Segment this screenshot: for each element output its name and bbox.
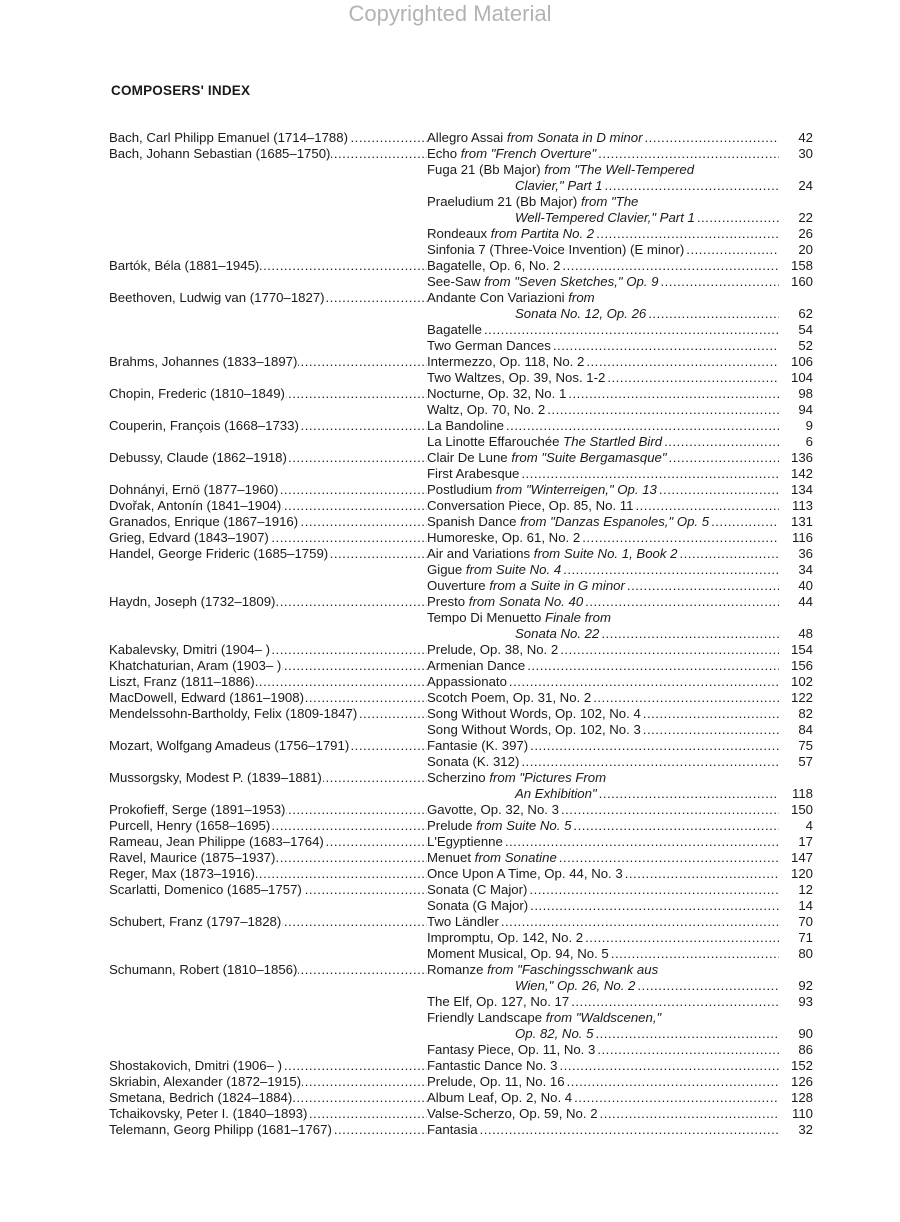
piece-title: Prelude, Op. 11, No. 16 ..... xyxy=(427,1074,779,1090)
page-number: 154 xyxy=(790,642,813,657)
page-number: 42 xyxy=(798,130,813,145)
page-number: 84 xyxy=(798,722,813,737)
index-entry xyxy=(109,786,813,802)
index-entry xyxy=(109,178,813,194)
page-number: 118 xyxy=(791,786,813,801)
page-number: 71 xyxy=(798,930,813,945)
piece-title: Friendly Landscape from "Waldscenen," xyxy=(427,1010,662,1025)
page-number: 6 xyxy=(805,434,813,449)
index-entry xyxy=(109,290,813,306)
composer-name: Bartók, Béla (1881–1945) ..... xyxy=(109,258,427,274)
index-entry xyxy=(109,1010,813,1026)
composer-name: Skriabin, Alexander (1872–1915) ..... xyxy=(109,1074,427,1090)
piece-title: Rondeaux from Partita No. 2 ..... xyxy=(427,226,779,242)
page-number: 90 xyxy=(798,1026,813,1041)
index-entry xyxy=(109,914,813,930)
piece-title: La Linotte Effarouchée The Startled Bird ..... xyxy=(427,434,779,450)
piece-title: Clavier," Part 1 ..... xyxy=(427,178,779,194)
piece-title: Appassionato ..... xyxy=(427,674,779,690)
index-entry xyxy=(109,1058,813,1074)
piece-title: Fuga 21 (Bb Major) from "The Well-Tempered xyxy=(427,162,695,177)
piece-title: Bagatelle ..... xyxy=(427,322,779,338)
piece-title: Wien," Op. 26, No. 2 ..... xyxy=(427,978,779,994)
page-number: 152 xyxy=(790,1058,813,1073)
page-number: 94 xyxy=(798,402,813,417)
composer-name: Mozart, Wolfgang Amadeus (1756–1791) ..... xyxy=(109,738,427,754)
page-number: 62 xyxy=(798,306,813,321)
page-number: 92 xyxy=(798,978,813,993)
page-number: 142 xyxy=(790,466,813,481)
page-number: 22 xyxy=(798,210,813,225)
page-number: 134 xyxy=(790,482,813,497)
piece-title: Clair De Lune from "Suite Bergamasque" ..... xyxy=(427,450,779,466)
index-entry xyxy=(109,466,813,482)
piece-title: Conversation Piece, Op. 85, No. 11 ..... xyxy=(427,498,779,514)
page-number: 48 xyxy=(798,626,813,641)
piece-title: Sonata (C Major) ..... xyxy=(427,882,779,898)
composer-name: Liszt, Franz (1811–1886) ..... xyxy=(109,674,427,690)
page-number: 20 xyxy=(798,242,813,257)
composer-name: Handel, George Frideric (1685–1759) ..... xyxy=(109,546,427,562)
index-entry xyxy=(109,274,813,290)
index-entry xyxy=(109,738,813,754)
page-number: 128 xyxy=(790,1090,813,1105)
page-number: 26 xyxy=(798,226,813,241)
composer-name: Beethoven, Ludwig van (1770–1827) ..... xyxy=(109,290,427,306)
index-entry xyxy=(109,194,813,210)
composer-name: Khatchaturian, Aram (1903– ) ..... xyxy=(109,658,427,674)
composer-name: Bach, Carl Philipp Emanuel (1714–1788) ..... xyxy=(109,130,427,146)
composer-name: Telemann, Georg Philipp (1681–1767) ..... xyxy=(109,1122,427,1138)
index-entry xyxy=(109,674,813,690)
composer-name: Mussorgsky, Modest P. (1839–1881) ..... xyxy=(109,770,427,786)
page-number: 102 xyxy=(790,674,813,689)
piece-title: Valse-Scherzo, Op. 59, No. 2 ..... xyxy=(427,1106,779,1122)
index-entry xyxy=(109,338,813,354)
page-number: 131 xyxy=(790,514,813,529)
piece-title: Gigue from Suite No. 4 ..... xyxy=(427,562,779,578)
index-entry xyxy=(109,162,813,178)
composer-name: MacDowell, Edward (1861–1908) ..... xyxy=(109,690,427,706)
piece-title: Prelude, Op. 38, No. 2 ..... xyxy=(427,642,779,658)
page-number: 75 xyxy=(798,738,813,753)
piece-title: Waltz, Op. 70, No. 2 ..... xyxy=(427,402,779,418)
page-number: 36 xyxy=(798,546,813,561)
page-number: 93 xyxy=(798,994,813,1009)
piece-title: Tempo Di Menuetto Finale from xyxy=(427,610,611,625)
index-entry xyxy=(109,1026,813,1042)
piece-title: Fantasia ..... xyxy=(427,1122,779,1138)
index-entry xyxy=(109,1106,813,1122)
index-entry xyxy=(109,402,813,418)
piece-title: First Arabesque ..... xyxy=(427,466,779,482)
piece-title: Romanze from "Faschingsschwank aus xyxy=(427,962,659,977)
index-entry xyxy=(109,850,813,866)
page-number: 4 xyxy=(805,818,813,833)
piece-title: Praeludium 21 (Bb Major) from "The xyxy=(427,194,639,209)
piece-title: Intermezzo, Op. 118, No. 2 ..... xyxy=(427,354,779,370)
page-number: 147 xyxy=(790,850,813,865)
page-number: 106 xyxy=(790,354,813,369)
page-number: 40 xyxy=(798,578,813,593)
index-title: COMPOSERS' INDEX xyxy=(111,83,251,98)
piece-title: La Bandoline ..... xyxy=(427,418,779,434)
piece-title: Ouverture from a Suite in G minor ..... xyxy=(427,578,779,594)
index-entry xyxy=(109,578,813,594)
page-number: 14 xyxy=(798,898,813,913)
composer-name: Prokofieff, Serge (1891–1953) ..... xyxy=(109,802,427,818)
index-entry xyxy=(109,754,813,770)
page-number: 82 xyxy=(798,706,813,721)
piece-title: Song Without Words, Op. 102, No. 3 ..... xyxy=(427,722,779,738)
index-entry xyxy=(109,994,813,1010)
composers-index-list xyxy=(109,130,813,1138)
piece-title: Spanish Dance from "Danzas Espanoles," Op. 5 ..... xyxy=(427,514,779,530)
page-number: 104 xyxy=(790,370,813,385)
piece-title: Sonata No. 22 ..... xyxy=(427,626,779,642)
composer-name: Debussy, Claude (1862–1918) ..... xyxy=(109,450,427,466)
piece-title: Postludium from "Winterreigen," Op. 13 ..... xyxy=(427,482,779,498)
piece-title: Scotch Poem, Op. 31, No. 2 ..... xyxy=(427,690,779,706)
page-number: 9 xyxy=(805,418,813,433)
index-entry xyxy=(109,818,813,834)
piece-title: Sonata (K. 312) ..... xyxy=(427,754,779,770)
page-number: 136 xyxy=(790,450,813,465)
composer-name: Grieg, Edvard (1843–1907) ..... xyxy=(109,530,427,546)
page-number: 30 xyxy=(798,146,813,161)
page-number: 122 xyxy=(790,690,813,705)
composer-name: Tchaikovsky, Peter I. (1840–1893) ..... xyxy=(109,1106,427,1122)
page-number: 156 xyxy=(790,658,813,673)
composer-name: Haydn, Joseph (1732–1809) ..... xyxy=(109,594,427,610)
composer-name: Brahms, Johannes (1833–1897) ..... xyxy=(109,354,427,370)
piece-title: Bagatelle, Op. 6, No. 2 ..... xyxy=(427,258,779,274)
page-number: 113 xyxy=(791,498,813,513)
index-entry xyxy=(109,210,813,226)
index-entry xyxy=(109,898,813,914)
piece-title: Sonata (G Major) ..... xyxy=(427,898,779,914)
index-entry xyxy=(109,546,813,562)
index-entry xyxy=(109,1122,813,1138)
piece-title: See-Saw from "Seven Sketches," Op. 9 ..... xyxy=(427,274,779,290)
index-entry xyxy=(109,594,813,610)
piece-title: Once Upon A Time, Op. 44, No. 3 ..... xyxy=(427,866,779,882)
composer-name: Schubert, Franz (1797–1828) ..... xyxy=(109,914,427,930)
page-number: 150 xyxy=(790,802,813,817)
page-number: 110 xyxy=(791,1106,813,1121)
piece-title: Echo from "French Overture" ..... xyxy=(427,146,779,162)
composer-name: Rameau, Jean Philippe (1683–1764) ..... xyxy=(109,834,427,850)
composer-name: Chopin, Frederic (1810–1849) ..... xyxy=(109,386,427,402)
index-entry xyxy=(109,722,813,738)
piece-title: Fantastic Dance No. 3 ..... xyxy=(427,1058,779,1074)
index-entry xyxy=(109,242,813,258)
page-number: 12 xyxy=(798,882,813,897)
composer-name: Reger, Max (1873–1916) ..... xyxy=(109,866,427,882)
page-number: 80 xyxy=(798,946,813,961)
index-entry xyxy=(109,354,813,370)
composer-name: Ravel, Maurice (1875–1937) ..... xyxy=(109,850,427,866)
piece-title: Scherzino from "Pictures From xyxy=(427,770,607,785)
index-entry xyxy=(109,258,813,274)
copyright-watermark: Copyrighted Material xyxy=(348,1,552,26)
index-entry xyxy=(109,130,813,146)
piece-title: Gavotte, Op. 32, No. 3 ..... xyxy=(427,802,779,818)
piece-title: Impromptu, Op. 142, No. 2 ..... xyxy=(427,930,779,946)
page-number: 34 xyxy=(798,562,813,577)
page-number: 116 xyxy=(791,530,813,545)
index-entry xyxy=(109,626,813,642)
piece-title: Air and Variations from Suite No. 1, Book 2 ..... xyxy=(427,546,779,562)
composer-name: Bach, Johann Sebastian (1685–1750) ..... xyxy=(109,146,427,162)
index-entry xyxy=(109,802,813,818)
index-entry xyxy=(109,370,813,386)
piece-title: Two Ländler ..... xyxy=(427,914,779,930)
page-number: 160 xyxy=(790,274,813,289)
piece-title: Nocturne, Op. 32, No. 1 ..... xyxy=(427,386,779,402)
index-entry xyxy=(109,706,813,722)
index-entry xyxy=(109,770,813,786)
index-entry xyxy=(109,386,813,402)
index-entry xyxy=(109,322,813,338)
index-entry xyxy=(109,882,813,898)
page-number: 70 xyxy=(798,914,813,929)
piece-title: An Exhibition" ..... xyxy=(427,786,779,802)
page-number: 52 xyxy=(798,338,813,353)
piece-title: The Elf, Op. 127, No. 17 ..... xyxy=(427,994,779,1010)
piece-title: Two German Dances ..... xyxy=(427,338,779,354)
piece-title: Sinfonia 7 (Three-Voice Invention) (E minor) ..... xyxy=(427,242,779,258)
composer-name: Dvořak, Antonín (1841–1904) ..... xyxy=(109,498,427,514)
index-entry xyxy=(109,1074,813,1090)
composer-name: Scarlatti, Domenico (1685–1757) ..... xyxy=(109,882,427,898)
composer-name: Mendelssohn-Bartholdy, Felix (1809-1847) ..... xyxy=(109,706,427,722)
index-entry xyxy=(109,978,813,994)
composer-name: Couperin, François (1668–1733) ..... xyxy=(109,418,427,434)
page-number: 57 xyxy=(798,754,813,769)
page-number: 98 xyxy=(798,386,813,401)
piece-title: Moment Musical, Op. 94, No. 5 ..... xyxy=(427,946,779,962)
piece-title: Armenian Dance ..... xyxy=(427,658,779,674)
piece-title: Two Waltzes, Op. 39, Nos. 1-2 ..... xyxy=(427,370,779,386)
index-entry xyxy=(109,146,813,162)
index-entry xyxy=(109,450,813,466)
index-entry xyxy=(109,610,813,626)
index-entry xyxy=(109,690,813,706)
piece-title: Presto from Sonata No. 40 ..... xyxy=(427,594,779,610)
index-entry xyxy=(109,962,813,978)
index-entry xyxy=(109,226,813,242)
index-entry xyxy=(109,418,813,434)
piece-title: Andante Con Variazioni from xyxy=(427,290,595,305)
piece-title: Well-Tempered Clavier," Part 1 ..... xyxy=(427,210,779,226)
composer-name: Schumann, Robert (1810–1856) ..... xyxy=(109,962,427,978)
page-number: 17 xyxy=(798,834,813,849)
piece-title: Prelude from Suite No. 5 ..... xyxy=(427,818,779,834)
index-entry xyxy=(109,434,813,450)
index-entry xyxy=(109,834,813,850)
page-number: 54 xyxy=(798,322,813,337)
index-entry xyxy=(109,658,813,674)
piece-title: Album Leaf, Op. 2, No. 4 ..... xyxy=(427,1090,779,1106)
page-number: 120 xyxy=(790,866,813,881)
composer-name: Kabalevsky, Dmitri (1904– ) ..... xyxy=(109,642,427,658)
piece-title: Fantasy Piece, Op. 11, No. 3 ..... xyxy=(427,1042,779,1058)
index-entry xyxy=(109,562,813,578)
composer-name: Shostakovich, Dmitri (1906– ) ..... xyxy=(109,1058,427,1074)
page-number: 158 xyxy=(790,258,813,273)
page-number: 126 xyxy=(790,1074,813,1089)
index-entry xyxy=(109,946,813,962)
index-entry xyxy=(109,306,813,322)
piece-title: Allegro Assai from Sonata in D minor ..... xyxy=(427,130,779,146)
page-number: 86 xyxy=(798,1042,813,1057)
index-entry xyxy=(109,514,813,530)
piece-title: Menuet from Sonatine ..... xyxy=(427,850,779,866)
composer-name: Purcell, Henry (1658–1695) ..... xyxy=(109,818,427,834)
page-number: 24 xyxy=(798,178,813,193)
index-entry xyxy=(109,930,813,946)
composer-name: Dohnányi, Ernö (1877–1960) ..... xyxy=(109,482,427,498)
piece-title: L'Egyptienne ..... xyxy=(427,834,779,850)
page-number: 32 xyxy=(798,1122,813,1137)
index-entry xyxy=(109,498,813,514)
piece-title: Song Without Words, Op. 102, No. 4 ..... xyxy=(427,706,779,722)
piece-title: Sonata No. 12, Op. 26 ..... xyxy=(427,306,779,322)
index-entry xyxy=(109,530,813,546)
index-entry xyxy=(109,482,813,498)
composer-name: Granados, Enrique (1867–1916) ..... xyxy=(109,514,427,530)
page-number: 44 xyxy=(798,594,813,609)
index-entry xyxy=(109,1042,813,1058)
index-entry xyxy=(109,642,813,658)
piece-title: Fantasie (K. 397) ..... xyxy=(427,738,779,754)
index-entry xyxy=(109,866,813,882)
composer-name: Smetana, Bedrich (1824–1884) ..... xyxy=(109,1090,427,1106)
index-entry xyxy=(109,1090,813,1106)
piece-title: Humoreske, Op. 61, No. 2 ..... xyxy=(427,530,779,546)
piece-title: Op. 82, No. 5 ..... xyxy=(427,1026,779,1042)
